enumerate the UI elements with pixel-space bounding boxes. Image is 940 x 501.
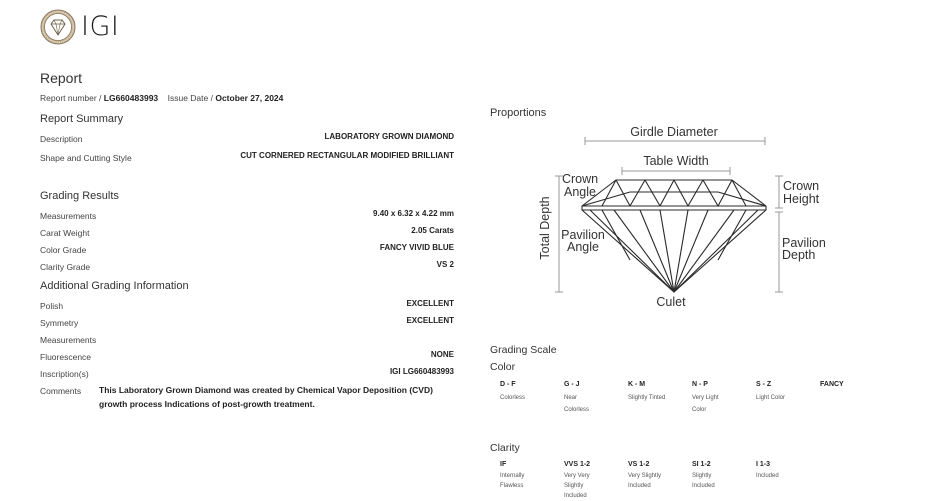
comments-label: Comments — [40, 386, 82, 396]
total-depth-label: Total Depth — [538, 196, 552, 260]
fluorescence-value: NONE — [430, 350, 454, 359]
clarity-scale-i — [756, 460, 818, 481]
pavilion-depth-label-1: Pavilion — [782, 236, 826, 250]
clarity-grade-label: Clarity Grade — [40, 262, 91, 272]
additional-info-title: Additional Grading Information — [40, 280, 189, 292]
proportions-diagram — [530, 120, 840, 315]
crown-height-label-2: Height — [783, 192, 820, 206]
color-grade: N - P — [692, 381, 708, 388]
culet-label: Culet — [656, 295, 686, 309]
description-value: LABORATORY GROWN DIAMOND — [324, 132, 454, 141]
carat-label: Carat Weight — [40, 228, 90, 238]
crown-height-label-1: Crown — [783, 179, 820, 193]
clarity-scale-title: Clarity — [490, 442, 520, 454]
measurements-label: Measurements — [40, 211, 97, 221]
color-grade: K - M — [628, 381, 646, 388]
clarity-grade: I 1-3 — [756, 461, 771, 468]
report-number-label: Report number / — [40, 93, 102, 103]
brand-name: IGI — [81, 11, 120, 42]
color-grade: S - Z — [756, 381, 772, 388]
description-label: Description — [40, 134, 83, 144]
clarity-desc: Slightly Included — [692, 473, 715, 489]
color-grade-value: FANCY VIVID BLUE — [379, 243, 454, 252]
pavilion-angle-label-2: Angle — [567, 240, 599, 254]
crown-angle-label-2: Angle — [564, 185, 596, 199]
color-grade: G - J — [564, 381, 580, 388]
color-scale-km — [628, 380, 690, 404]
clarity-grade-value: VS 2 — [436, 260, 454, 269]
pavilion-angle-label-1: Pavilion — [561, 228, 605, 242]
inscription-value: IGI LG660483993 — [389, 367, 454, 376]
measurements-value: 9.40 x 6.32 x 4.22 mm — [373, 209, 454, 218]
clarity-scale-vs — [628, 460, 690, 491]
grading-scale-title: Grading Scale — [490, 344, 557, 356]
report-title: Report — [40, 70, 83, 86]
girdle-diameter-label: Girdle Diameter — [630, 125, 718, 139]
clarity-desc: Very Very Slightly Included — [564, 473, 590, 499]
clarity-grade: IF — [500, 461, 507, 468]
color-scale-gj — [564, 380, 626, 416]
polish-label: Polish — [40, 301, 64, 311]
color-scale-fancy — [820, 380, 882, 389]
color-desc: Very Light Color — [692, 395, 719, 413]
color-grade: D - F — [500, 381, 516, 388]
issue-date-label: Issue Date / — [167, 93, 213, 103]
clarity-grade: VS 1-2 — [628, 461, 650, 468]
clarity-desc: Included — [756, 473, 779, 479]
report-meta — [40, 93, 283, 103]
color-scale-sz — [756, 380, 818, 404]
report-number: LG660483993 — [103, 93, 159, 103]
color-desc: Slightly Tinted — [628, 395, 666, 401]
color-grade: FANCY — [820, 381, 844, 388]
igi-seal-icon — [40, 9, 76, 45]
clarity-scale-vvs — [564, 460, 626, 501]
carat-value: 2.05 Carats — [411, 226, 454, 235]
clarity-grade: VVS 1-2 — [564, 461, 591, 468]
issue-date: October 27, 2024 — [215, 93, 284, 103]
color-desc: Near Colorless — [564, 395, 590, 413]
igi-logo — [40, 9, 119, 45]
report-summary-title: Report Summary — [40, 113, 124, 125]
comments-text: This Laboratory Grown Diamond was created by Chemical Vapor Deposition (CVD) growth process Indications of post-growth treatment. — [99, 385, 433, 409]
color-grade-label: Color Grade — [40, 245, 87, 255]
shape-value: CUT CORNERED RECTANGULAR MODIFIED BRILLIANT — [240, 151, 454, 160]
color-desc: Light Color — [756, 395, 786, 401]
fluorescence-label: Fluorescence — [40, 352, 92, 362]
color-desc: Colorless — [500, 395, 526, 401]
polish-value: EXCELLENT — [406, 299, 454, 308]
color-scale-df — [500, 380, 562, 404]
grading-results-title: Grading Results — [40, 190, 119, 202]
shape-label: Shape and Cutting Style — [40, 153, 132, 163]
clarity-desc: Internally Flawless — [500, 473, 525, 489]
symmetry-label: Symmetry — [40, 318, 79, 328]
clarity-scale-si — [692, 460, 754, 491]
crown-angle-label-1: Crown — [561, 172, 599, 186]
symmetry-value: EXCELLENT — [406, 316, 454, 325]
table-width-label: Table Width — [643, 154, 709, 168]
clarity-desc: Very Slightly Included — [628, 473, 662, 489]
proportions-title: Proportions — [490, 107, 547, 119]
clarity-grade: SI 1-2 — [692, 461, 711, 468]
measurements-2-label: Measurements — [40, 335, 97, 345]
color-scale-title: Color — [490, 361, 516, 373]
color-scale-np — [692, 380, 754, 416]
clarity-scale-if — [500, 460, 562, 491]
pavilion-depth-label-2: Depth — [782, 248, 816, 262]
inscription-label: Inscription(s) — [40, 369, 89, 379]
